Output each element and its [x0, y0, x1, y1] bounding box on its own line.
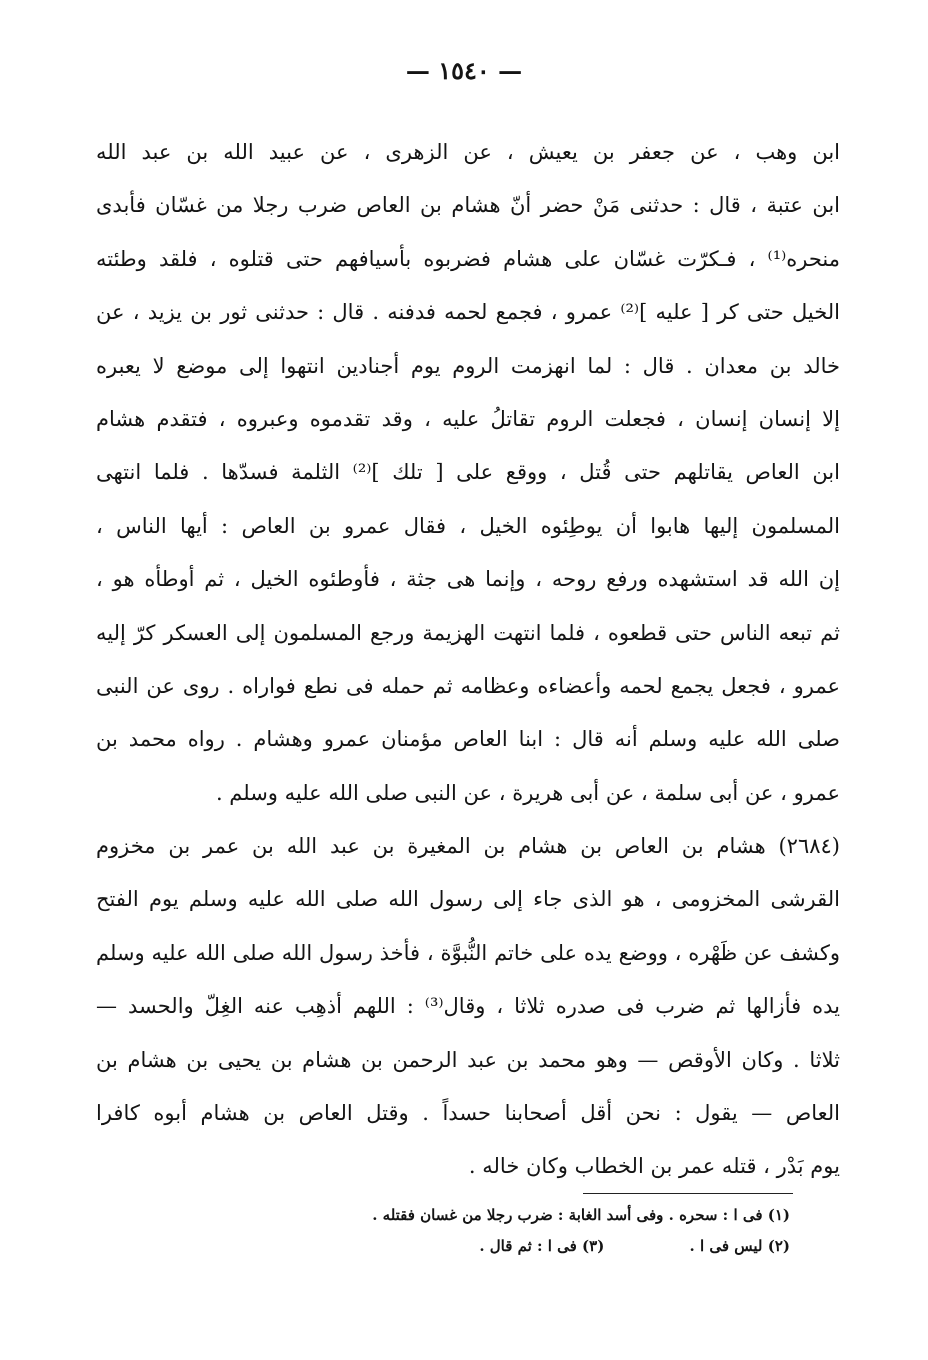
text-line: عمرو ، عن أبى سلمة ، عن أبى هريرة ، عن النبى صلى الله عليه وسلم .	[215, 780, 840, 805]
text-line: يده فأزالها ثم ضرب فى صدره ثلاثا ، وقال⁽³⁾ : اللهم أذهِب عنه الغِلّ والحسد —	[96, 994, 840, 1019]
text-line: إلا إنسان إنسان ، فجعلت الروم تقاتلُ عليه ، وقد تقدموه وعبروه ، فتقدم هشام	[96, 406, 840, 431]
text-line: الخيل حتى كر [ عليه ]⁽²⁾ عمرو ، فجمع لحمه فدفنه . قال : حدثنى ثور بن يزيد ، عن	[96, 300, 840, 325]
footnote-1: (١) فى ا : سحره . وفى أسد الغابة : ضرب رجلا من غسان فقتله .	[372, 1206, 790, 1224]
text-line: صلى الله عليه وسلم أنه قال : ابنا العاص مؤمنان عمرو وهشام . رواه محمد بن	[96, 727, 840, 752]
text-line: العاص — يقول : نحن أقل أصحابنا حسداً . وقتل العاص بن هشام أبوه كافرا	[96, 1101, 840, 1126]
text-line: المسلمون إليها هابوا أن يوطِئوه الخيل ، فقال عمرو بن العاص : أيها الناس ،	[96, 513, 840, 538]
paragraph-2	[96, 820, 840, 1194]
text-line: وكشف عن ظَهْره ، ووضع يده على خاتم النُّبوَّة ، فأخذ رسول الله صلى الله عليه وسلم	[96, 940, 840, 965]
text-line: عمرو ، فجعل يجمع لحمه وأعضاءه وعظامه ثم حمله فى نطع فواراه . روى عن النبى	[96, 673, 840, 698]
text-line: ابن وهب ، عن جعفر بن يعيش ، عن الزهرى ، عن عبيد الله بن عبد الله	[96, 140, 840, 164]
footnote-2: (٢) ليس فى ا .	[689, 1237, 790, 1255]
text-line: (٢٦٨٤) هشام بن العاص بن هشام بن المغيرة بن عبد الله بن عمر بن مخزوم	[96, 834, 840, 859]
paragraph-1	[96, 126, 840, 820]
text-line: منحره⁽¹⁾ ، فـكرّت غسّان على هشام فضربوه بأسيافهم حتى قتلوه ، فلقد وطئته	[96, 246, 840, 271]
text-line: ابن العاص يقاتلهم حتى قُتل ، ووقع على [ تلك ]⁽²⁾ الثلمة فسدّها . فلما انتهى	[96, 460, 840, 485]
text-line: خالد بن معدان . قال : لما انهزمت الروم يوم أجنادين انتهوا إلى موضع لا يعبره	[96, 353, 840, 378]
footnotes	[250, 1200, 790, 1262]
footnote-separator	[583, 1193, 793, 1194]
footnote-3: (٣) فى ا : ثم قال .	[479, 1237, 605, 1255]
main-text	[96, 126, 840, 1194]
text-line: إن الله قد استشهده ورفع روحه ، وإنما هى جثة ، فأوطئوه الخيل ، ثم أوطأه هو ،	[96, 567, 840, 592]
page-number: — ١٥٤٠ —	[405, 56, 523, 85]
text-line: يوم بَدْر ، قتله عمر بن الخطاب وكان خاله .	[468, 1154, 840, 1179]
text-line: ابن عتبة ، قال : حدثنى مَنْ حضر أنّ هشام بن العاص ضرب رجلا من غسّان فأبدى	[96, 193, 840, 218]
text-line: ثلاثا . وكان الأوقص — وهو محمد بن عبد الرحمن بن هشام بن يحيى بن هشام بن	[96, 1047, 840, 1072]
text-line: ثم تبعه الناس حتى قطعوه ، فلما انتهت الهزيمة ورجع المسلمون إلى العسكر كرّ إليه	[96, 620, 840, 645]
text-line: القرشى المخزومى ، هو الذى جاء إلى رسول الله صلى الله عليه وسلم يوم الفتح	[96, 887, 840, 912]
footnote-row-2	[250, 1231, 790, 1262]
